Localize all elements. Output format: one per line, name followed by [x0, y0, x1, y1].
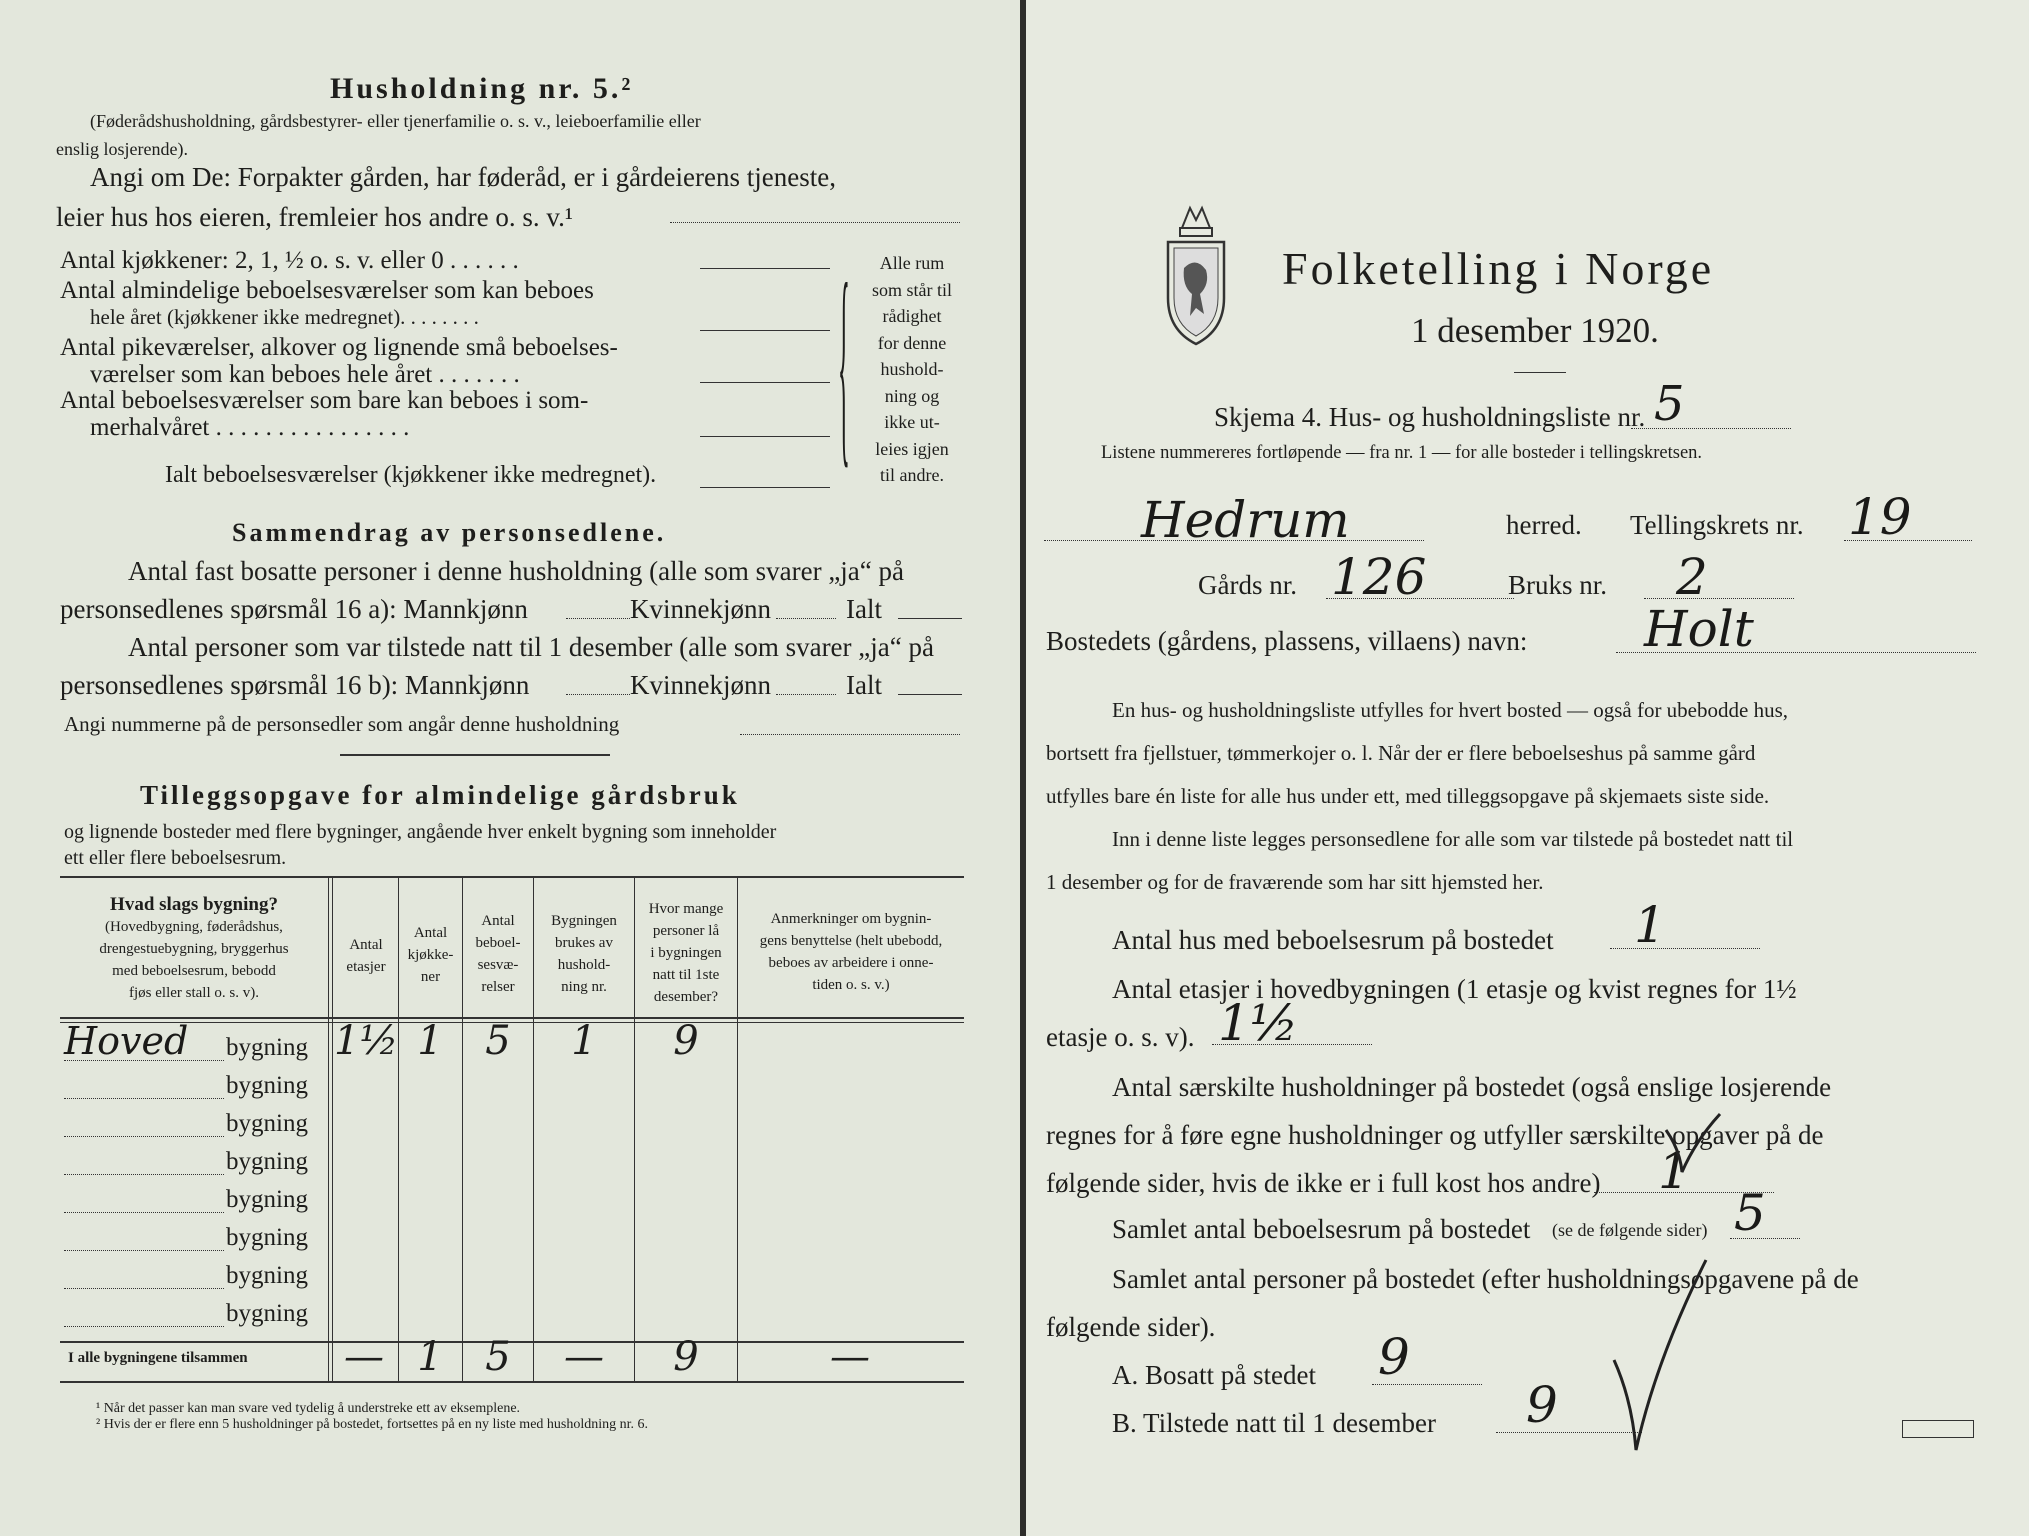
table-row-label: bygning [226, 1300, 308, 1327]
column-header-line: ning nr. [561, 979, 607, 995]
column-header-kjokkener [399, 922, 462, 988]
column-header-vaerelser [463, 910, 533, 998]
table-row-line [64, 1098, 224, 1099]
answer-line [776, 618, 836, 619]
column-header-line: Hvor mange [648, 901, 724, 917]
answer-line [1644, 598, 1794, 599]
para-line: utfylles bare én liste for alle hus under ett, med tilleggsopgave på skjemaets siste side. [1046, 784, 1770, 808]
table-row-line [64, 1250, 224, 1251]
question-personer: Samlet antal personer på bostedet (efter husholdningsopgavene på de [1112, 1264, 1859, 1294]
answer-line [1212, 1044, 1372, 1045]
rooms-line: Antal pikeværelser, alkover og lignende små beboelses- [60, 334, 618, 361]
footnote: ¹ Når det passer kan man svare ved tydelig å understreke ett av eksemplene. [96, 1401, 521, 1416]
answer-line [1044, 540, 1424, 541]
intro-line: (Føderådshusholdning, gårdsbestyrer- eller tjenerfamilie o. s. v., leieboerfamilie eller [90, 111, 701, 131]
side-note-line: til andre. [880, 465, 944, 485]
check-mark-icon [1606, 1250, 1716, 1460]
question-etasjer: Antal etasjer i hovedbygningen (1 etasje og kvist regnes for 1½ [1112, 974, 1797, 1004]
question-personer: følgende sider). [1046, 1312, 1216, 1342]
rooms-line: merhalvåret . . . . . . . . . . . . . . . . [90, 414, 410, 441]
answer-line [1372, 1384, 1482, 1385]
column-header-line: Antal [413, 925, 448, 941]
hus-value: 1 [1634, 896, 1666, 954]
answer-line [776, 694, 836, 695]
question-tilstede: B. Tilstede natt til 1 desember [1112, 1408, 1436, 1438]
answer-line [700, 487, 830, 488]
column-rule [332, 876, 333, 1381]
tellingskrets-value: 19 [1848, 488, 1912, 546]
side-note-line: ikke ut- [884, 412, 940, 432]
answer-line [700, 268, 830, 269]
rooms-total-line: Ialt beboelsesværelser (kjøkkener ikke medregnet). [165, 462, 657, 488]
total-personer: 9 [673, 1334, 699, 1380]
rooms-line: Antal almindelige beboelsesværelser som kan beboes [60, 277, 594, 304]
column-header-line: sesvæ- [477, 957, 519, 973]
divider [1514, 372, 1566, 373]
household-title: Husholdning nr. 5.² [330, 72, 634, 105]
angi-line: Angi om De: Forpakter gården, har føderåd, er i gårdeierens tjeneste, [90, 162, 836, 192]
column-header-line: Antal [349, 937, 383, 953]
column-rule [328, 876, 329, 1381]
side-note-line: for denne [877, 332, 947, 353]
answer-line [898, 694, 962, 695]
printer-stamp [1902, 1420, 1974, 1438]
answer-line [670, 222, 960, 223]
summary-line: Angi nummerne på de personsedler som angår denne husholdning [64, 712, 620, 736]
rooms-line: Antal beboelsesværelser som bare kan beboes i som- [60, 387, 589, 414]
rooms-line: hele året (kjøkkener ikke medregnet). . . . . . . . [90, 305, 479, 329]
column-header-personer [635, 898, 737, 1008]
table-row-label: bygning [226, 1224, 308, 1251]
side-note-line: leies igjen [875, 438, 949, 459]
column-header-line: ner [420, 969, 441, 985]
question-husholdninger: følgende sider, hvis de ikke er i full kost hos andre) [1046, 1168, 1601, 1198]
side-note-line: som står til [872, 279, 952, 300]
bruks-value: 2 [1676, 548, 1708, 606]
side-note-line: ning og [884, 385, 940, 406]
side-note-line: hushold- [880, 359, 944, 379]
column-header-building [62, 894, 326, 1004]
table-row-label: bygning [226, 1148, 308, 1175]
bosatt-value: 9 [1378, 1328, 1410, 1386]
table-row-label: bygning [226, 1110, 308, 1137]
bostedets-value: Holt [1644, 600, 1754, 658]
summary-line: personsedlenes spørsmål 16 b): Mannkjønn [60, 670, 530, 700]
answer-line [898, 618, 962, 619]
table-row-label: bygning [226, 1034, 308, 1061]
question-bosatt: A. Bosatt på stedet [1112, 1360, 1316, 1390]
summary-line: Kvinnekjønn [630, 594, 771, 624]
column-header-line: drengestuebygning, bryggerhus [99, 941, 289, 957]
herred-value: Hedrum [1141, 491, 1350, 549]
column-header-line: beboel- [475, 935, 521, 951]
table-cell-etasjer: 1½ [334, 1018, 399, 1064]
bruks-label: Bruks nr. [1508, 570, 1608, 600]
table-row-line [64, 1212, 224, 1213]
para-line: En hus- og husholdningsliste utfylles for hvert bosted — også for ubebodde hus, [1112, 698, 1788, 722]
column-header-anmerkninger [738, 908, 964, 996]
total-vaerelser: 5 [485, 1334, 511, 1380]
total-husholdning: — [564, 1334, 604, 1380]
skjema-label: Skjema 4. Hus- og husholdningsliste nr. [1214, 402, 1646, 432]
answer-line [700, 382, 830, 383]
table-bottom [60, 1381, 964, 1383]
question-rum: Samlet antal beboelsesrum på bostedet [1112, 1214, 1531, 1244]
column-header-line: med beboelsesrum, bebodd [112, 963, 276, 979]
supplement-line: og lignende bosteder med flere bygninger, angående hver enkelt bygning som inneholder [64, 821, 777, 843]
total-etasjer: — [344, 1334, 384, 1380]
table-cell-vaerelser: 5 [485, 1018, 511, 1064]
column-header-line: gens benyttelse (helt ubebodd, [759, 933, 943, 949]
table-row-line [64, 1326, 224, 1327]
column-header-husholdning [534, 910, 634, 998]
side-note-line: Alle rum [879, 253, 945, 273]
summary-line: Kvinnekjønn [630, 670, 771, 700]
answer-line [1844, 540, 1972, 541]
side-note-line: rådighet [882, 306, 942, 326]
para-line: bortsett fra fjellstuer, tømmerkojer o. l. Når der er flere beboelseshus på samme gård [1046, 741, 1756, 765]
table-top [60, 876, 964, 878]
husholdninger-value: 1 [1658, 1142, 1690, 1200]
answer-line [1616, 652, 1976, 653]
rooms-line: værelser som kan beboes hele året . . . . . . . [90, 361, 520, 388]
summary-line: Ialt [846, 594, 882, 624]
table-row-line [64, 1174, 224, 1175]
table-cell-hush: 1 [571, 1018, 597, 1064]
etasjer-value: 1½ [1218, 994, 1299, 1052]
table-row-label: bygning [226, 1262, 308, 1289]
question-husholdninger: Antal særskilte husholdninger på bostedet (også enslige losjerende [1112, 1072, 1832, 1102]
listene-note: Listene nummereres fortløpende — fra nr. 1 — for alle bosteder i tellingskretsen. [1101, 443, 1703, 463]
census-title: Folketelling i Norge [1282, 243, 1715, 294]
right-page [1026, 0, 2029, 1536]
table-row-label: bygning [226, 1186, 308, 1213]
para-line: Inn i denne liste legges personsedlene for alle som var tilstede på bostedet natt til [1112, 827, 1794, 851]
coat-of-arms-icon [1160, 198, 1232, 348]
column-header-line: desember? [653, 989, 719, 1005]
table-row-label: bygning [226, 1072, 308, 1099]
tellingskrets-label: Tellingskrets nr. [1630, 510, 1804, 540]
skjema-value: 5 [1654, 376, 1685, 432]
gards-label: Gårds nr. [1198, 570, 1297, 600]
answer-line [566, 618, 630, 619]
total-kjokkener: 1 [417, 1334, 443, 1380]
table-row-line [64, 1136, 224, 1137]
table-row-line [64, 1288, 224, 1289]
total-label: I alle bygningene tilsammen [68, 1350, 248, 1366]
question-rum-note: (se de følgende sider) [1552, 1220, 1708, 1240]
column-header-line: (Hovedbygning, føderådshus, [105, 919, 283, 935]
question-etasjer: etasje o. s. v). [1046, 1022, 1195, 1052]
supplement-title: Tilleggsopgave for almindelige gårdsbruk [140, 780, 740, 810]
column-header-line: personer lå [652, 923, 720, 939]
herred-label: herred. [1506, 510, 1582, 540]
answer-line [1730, 1238, 1800, 1239]
divider [340, 754, 610, 756]
rum-value: 5 [1734, 1184, 1766, 1242]
column-header-line: kjøkke- [407, 947, 454, 963]
column-header-line: tiden o. s. v.) [812, 977, 890, 993]
column-header-line: natt til 1ste [652, 967, 720, 983]
column-header-line: hushold- [557, 957, 611, 973]
column-header-line: relser [481, 979, 515, 995]
column-header-line: Antal [481, 913, 515, 929]
column-header-line: Anmerkninger om bygnin- [770, 911, 932, 927]
column-header-line: etasjer [346, 959, 386, 975]
answer-line [740, 734, 960, 735]
supplement-line: ett eller flere beboelsesrum. [64, 847, 287, 869]
side-note [862, 250, 962, 489]
para-line: 1 desember og for de fraværende som har sitt hjemsted her. [1046, 870, 1544, 894]
gards-value: 126 [1331, 548, 1427, 606]
answer-line [1631, 428, 1791, 429]
brace: { [838, 242, 850, 489]
question-husholdninger: regnes for å føre egne husholdninger og utfyller særskilte opgaver på de [1046, 1120, 1824, 1150]
footnote: ² Hvis der er flere enn 5 husholdninger på bostedet, fortsettes på en ny liste med husholdning nr. 6. [96, 1417, 649, 1432]
bostedets-label: Bostedets (gårdens, plassens, villaens) navn: [1046, 626, 1528, 656]
check-mark-icon [1656, 1110, 1726, 1180]
angi-line: leier hus hos eieren, fremleier hos andre o. s. v.¹ [56, 202, 573, 232]
rooms-line: Antal kjøkkener: 2, 1, ½ o. s. v. eller 0 . . . . . . [60, 247, 519, 274]
answer-line [700, 330, 830, 331]
summary-line: Ialt [846, 670, 882, 700]
column-header-line: Bygningen [551, 913, 617, 929]
column-header-line: fjøs eller stall o. s. v). [129, 985, 259, 1001]
total-anmerkninger: — [830, 1334, 870, 1380]
column-header-etasjer [334, 934, 398, 978]
intro-line: enslig losjerende). [56, 139, 188, 159]
answer-line [700, 436, 830, 437]
column-header-line: Hvad slags bygning? [110, 894, 278, 915]
building-type-value: Hoved [64, 1019, 189, 1063]
column-header-line: beboes av arbeidere i onne- [768, 955, 934, 971]
summary-title: Sammendrag av personsedlene. [232, 518, 667, 547]
column-header-line: i bygningen [650, 945, 722, 961]
table-cell-kjokkener: 1 [417, 1018, 443, 1064]
tilstede-value: 9 [1526, 1376, 1558, 1434]
answer-line [1610, 948, 1760, 949]
answer-line [1326, 598, 1514, 599]
census-date: 1 desember 1920. [1411, 311, 1659, 350]
summary-line: Antal fast bosatte personer i denne husholdning (alle som svarer „ja“ på [128, 556, 904, 586]
summary-line: Antal personer som var tilstede natt til 1 desember (alle som svarer „ja“ på [128, 632, 934, 662]
answer-line [566, 694, 630, 695]
summary-line: personsedlenes spørsmål 16 a): Mannkjønn [60, 594, 528, 624]
table-cell-personer: 9 [673, 1018, 699, 1064]
question-hus: Antal hus med beboelsesrum på bostedet [1112, 925, 1554, 955]
column-header-line: brukes av [555, 935, 613, 951]
